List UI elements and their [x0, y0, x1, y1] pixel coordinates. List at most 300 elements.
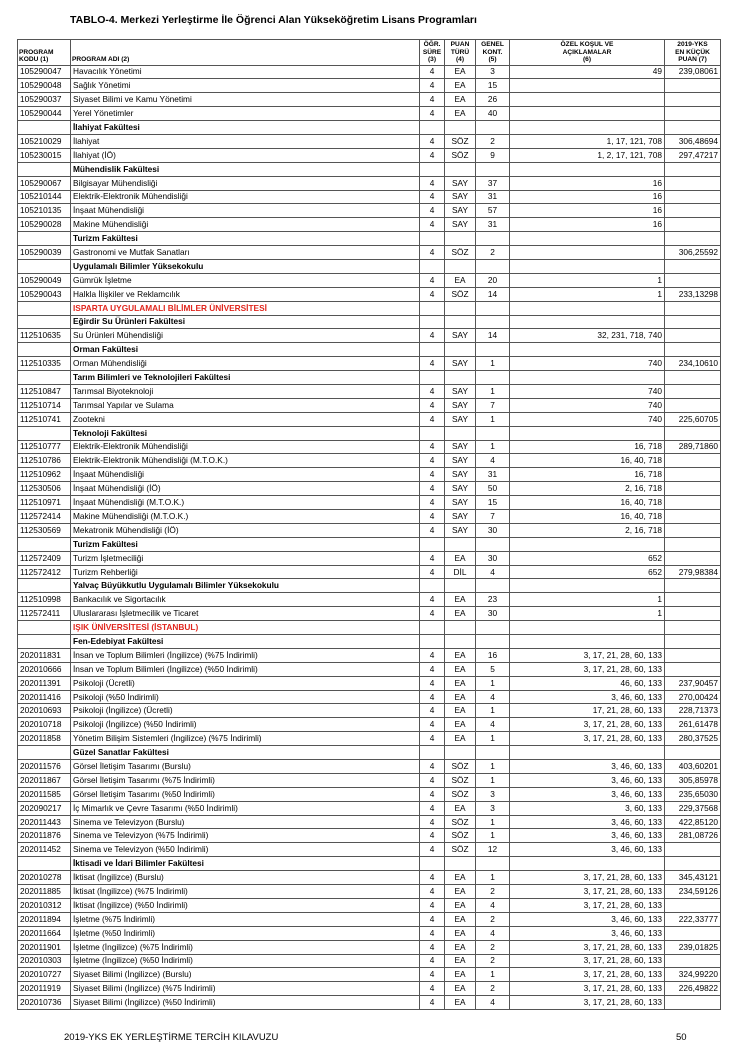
table-row [18, 773, 721, 787]
faculty-name: Güzel Sanatlar Fakültesi [71, 746, 420, 760]
min-score-cell: 306,25592 [665, 246, 721, 260]
table-row [18, 384, 721, 398]
program-name-cell: İlahiyat [71, 134, 420, 148]
notes-cell [510, 93, 665, 107]
faculty-name: Orman Fakültesi [71, 343, 420, 357]
program-name-cell: İşletme (İngilizce) (%50 İndirimli) [71, 954, 420, 968]
duration-cell: 4 [420, 134, 445, 148]
duration-cell: 4 [420, 204, 445, 218]
score-type-cell: SÖZ [445, 829, 476, 843]
program-name-cell: Yerel Yönetimler [71, 107, 420, 121]
empty-cell [665, 579, 721, 593]
table-row [18, 843, 721, 857]
empty-cell [476, 537, 510, 551]
score-type-cell: EA [445, 871, 476, 885]
duration-cell: 4 [420, 454, 445, 468]
score-type-cell: SAY [445, 384, 476, 398]
notes-cell: 3, 17, 21, 28, 60, 133 [510, 940, 665, 954]
score-type-cell: SAY [445, 440, 476, 454]
min-score-cell [665, 468, 721, 482]
duration-cell: 4 [420, 65, 445, 79]
min-score-cell [665, 79, 721, 93]
min-score-cell [665, 593, 721, 607]
empty-cell [420, 579, 445, 593]
table-row [18, 134, 721, 148]
program-name-cell: Psikoloji (İngilizce) (Ücretli) [71, 704, 420, 718]
program-name-cell: İktisat (İngilizce) (Burslu) [71, 871, 420, 885]
university-name: IŞIK ÜNİVERSİTESİ (İSTANBUL) [71, 621, 420, 635]
score-type-cell: SAY [445, 468, 476, 482]
empty-cell [445, 343, 476, 357]
min-score-cell [665, 954, 721, 968]
faculty-name: Turizm Fakültesi [71, 232, 420, 246]
duration-cell: 4 [420, 190, 445, 204]
university-name: ISPARTA UYGULAMALI BİLİMLER ÜNİVERSİTESİ [71, 301, 420, 315]
min-score-cell [665, 898, 721, 912]
program-code-cell: 202011901 [18, 940, 71, 954]
empty-cell [420, 232, 445, 246]
score-type-cell: EA [445, 718, 476, 732]
empty-cell [665, 537, 721, 551]
program-code-cell: 112510962 [18, 468, 71, 482]
faculty-row [18, 579, 721, 593]
min-score-cell: 261,61478 [665, 718, 721, 732]
program-name-cell: Sinema ve Televizyon (Burslu) [71, 815, 420, 829]
score-type-cell: SAY [445, 190, 476, 204]
program-code-cell: 112572412 [18, 565, 71, 579]
table-row [18, 690, 721, 704]
min-score-cell: 233,13298 [665, 287, 721, 301]
table-row [18, 148, 721, 162]
min-score-cell: 229,37568 [665, 801, 721, 815]
duration-cell: 4 [420, 287, 445, 301]
empty-cell [420, 121, 445, 135]
table-row [18, 898, 721, 912]
score-type-cell: SAY [445, 523, 476, 537]
empty-cell [665, 259, 721, 273]
empty-cell [476, 635, 510, 649]
duration-cell: 4 [420, 93, 445, 107]
empty-cell [445, 315, 476, 329]
notes-cell: 49 [510, 65, 665, 79]
program-name-cell: İlahiyat (İÖ) [71, 148, 420, 162]
table-row [18, 107, 721, 121]
min-score-cell [665, 843, 721, 857]
notes-cell: 3, 46, 60, 133 [510, 690, 665, 704]
min-score-cell [665, 190, 721, 204]
program-name-cell: İşletme (İngilizce) (%75 İndirimli) [71, 940, 420, 954]
duration-cell: 4 [420, 968, 445, 982]
faculty-row [18, 259, 721, 273]
faculty-name: Yalvaç Büyükkutlu Uygulamalı Bilimler Yüksekokulu [71, 579, 420, 593]
programs-table [17, 39, 721, 1010]
empty-cell [476, 857, 510, 871]
program-name-cell: Uluslararası İşletmecilik ve Ticaret [71, 607, 420, 621]
score-type-cell: EA [445, 676, 476, 690]
min-score-cell: 228,71373 [665, 704, 721, 718]
faculty-row [18, 162, 721, 176]
table-row [18, 912, 721, 926]
notes-cell: 16, 40, 718 [510, 510, 665, 524]
score-type-cell: SÖZ [445, 773, 476, 787]
duration-cell: 4 [420, 246, 445, 260]
table-row [18, 732, 721, 746]
notes-cell: 740 [510, 384, 665, 398]
score-type-cell: EA [445, 912, 476, 926]
quota-cell: 1 [476, 384, 510, 398]
score-type-cell: SÖZ [445, 787, 476, 801]
notes-cell: 1 [510, 273, 665, 287]
table-row [18, 648, 721, 662]
table-row [18, 760, 721, 774]
notes-cell: 3, 17, 21, 28, 60, 133 [510, 662, 665, 676]
notes-cell: 3, 46, 60, 133 [510, 843, 665, 857]
notes-cell: 16 [510, 218, 665, 232]
empty-cell [510, 301, 665, 315]
score-type-cell: SÖZ [445, 287, 476, 301]
empty-cell [476, 121, 510, 135]
table-row [18, 607, 721, 621]
empty-cell [420, 426, 445, 440]
min-score-cell [665, 523, 721, 537]
score-type-cell: SAY [445, 218, 476, 232]
program-code-cell: 112510786 [18, 454, 71, 468]
empty-cell [445, 635, 476, 649]
empty-cell [18, 162, 71, 176]
table-row [18, 412, 721, 426]
notes-cell [510, 107, 665, 121]
min-score-cell: 270,00424 [665, 690, 721, 704]
notes-cell: 3, 46, 60, 133 [510, 912, 665, 926]
empty-cell [665, 635, 721, 649]
duration-cell: 4 [420, 954, 445, 968]
quota-cell: 3 [476, 787, 510, 801]
notes-cell: 3, 46, 60, 133 [510, 760, 665, 774]
empty-cell [476, 579, 510, 593]
program-code-cell: 202011452 [18, 843, 71, 857]
duration-cell: 4 [420, 773, 445, 787]
program-name-cell: İç Mimarlık ve Çevre Tasarımı (%50 İndirimli) [71, 801, 420, 815]
program-code-cell: 105290048 [18, 79, 71, 93]
faculty-name: Mühendislik Fakültesi [71, 162, 420, 176]
quota-cell: 3 [476, 801, 510, 815]
min-score-cell: 306,48694 [665, 134, 721, 148]
quota-cell: 31 [476, 468, 510, 482]
min-score-cell [665, 662, 721, 676]
program-code-cell: 112510777 [18, 440, 71, 454]
header-duration: ÖĞR. SÜRE (3) [420, 40, 445, 66]
notes-cell: 3, 17, 21, 28, 60, 133 [510, 898, 665, 912]
notes-cell: 16 [510, 190, 665, 204]
empty-cell [665, 746, 721, 760]
table-row [18, 787, 721, 801]
page-title: TABLO-4. Merkezi Yerleştirme İle Öğrenci Alan Yükseköğretim Lisans Programları [70, 14, 477, 26]
program-code-cell: 202011391 [18, 676, 71, 690]
program-name-cell: İnsan ve Toplum Bilimleri (İngilizce) (%75 İndirimli) [71, 648, 420, 662]
empty-cell [665, 301, 721, 315]
faculty-row [18, 635, 721, 649]
duration-cell: 4 [420, 912, 445, 926]
program-code-cell: 112530506 [18, 482, 71, 496]
notes-cell: 16, 718 [510, 468, 665, 482]
duration-cell: 4 [420, 815, 445, 829]
empty-cell [18, 121, 71, 135]
duration-cell: 4 [420, 926, 445, 940]
duration-cell: 4 [420, 829, 445, 843]
program-code-cell: 105230015 [18, 148, 71, 162]
score-type-cell: SAY [445, 329, 476, 343]
min-score-cell [665, 398, 721, 412]
duration-cell: 4 [420, 871, 445, 885]
table-row [18, 510, 721, 524]
program-code-cell: 202010278 [18, 871, 71, 885]
header-quota: GENEL KONT. (5) [476, 40, 510, 66]
score-type-cell: EA [445, 607, 476, 621]
table-row [18, 565, 721, 579]
program-code-cell: 202090217 [18, 801, 71, 815]
program-code-cell: 112510335 [18, 357, 71, 371]
empty-cell [18, 371, 71, 385]
quota-cell: 1 [476, 732, 510, 746]
min-score-cell: 279,98384 [665, 565, 721, 579]
score-type-cell: SÖZ [445, 760, 476, 774]
empty-cell [510, 621, 665, 635]
program-code-cell: 202011585 [18, 787, 71, 801]
empty-cell [18, 621, 71, 635]
notes-cell: 1, 2, 17, 121, 708 [510, 148, 665, 162]
program-name-cell: İnşaat Mühendisliği (İÖ) [71, 482, 420, 496]
min-score-cell: 234,10610 [665, 357, 721, 371]
empty-cell [665, 162, 721, 176]
min-score-cell: 422,85120 [665, 815, 721, 829]
program-name-cell: İktisat (İngilizce) (%75 İndirimli) [71, 885, 420, 899]
score-type-cell: EA [445, 93, 476, 107]
empty-cell [510, 746, 665, 760]
quota-cell: 20 [476, 273, 510, 287]
notes-cell: 3, 46, 60, 133 [510, 926, 665, 940]
empty-cell [18, 301, 71, 315]
university-row [18, 301, 721, 315]
score-type-cell: SAY [445, 412, 476, 426]
quota-cell: 16 [476, 648, 510, 662]
quota-cell: 14 [476, 329, 510, 343]
empty-cell [510, 537, 665, 551]
program-code-cell: 202010303 [18, 954, 71, 968]
quota-cell: 30 [476, 551, 510, 565]
score-type-cell: EA [445, 690, 476, 704]
faculty-name: Turizm Fakültesi [71, 537, 420, 551]
table-row [18, 190, 721, 204]
program-name-cell: Psikoloji (İngilizce) (%50 İndirimli) [71, 718, 420, 732]
empty-cell [445, 162, 476, 176]
program-name-cell: Bilgisayar Mühendisliği [71, 176, 420, 190]
score-type-cell: SAY [445, 510, 476, 524]
program-name-cell: Mekatronik Mühendisliği (İÖ) [71, 523, 420, 537]
faculty-name: Teknoloji Fakültesi [71, 426, 420, 440]
table-row [18, 398, 721, 412]
empty-cell [510, 426, 665, 440]
table-row [18, 523, 721, 537]
empty-cell [665, 121, 721, 135]
quota-cell: 15 [476, 79, 510, 93]
notes-cell: 3, 60, 133 [510, 801, 665, 815]
program-code-cell: 202011876 [18, 829, 71, 843]
min-score-cell: 235,65030 [665, 787, 721, 801]
program-code-cell: 105290043 [18, 287, 71, 301]
quota-cell: 1 [476, 871, 510, 885]
empty-cell [18, 857, 71, 871]
empty-cell [420, 857, 445, 871]
score-type-cell: EA [445, 954, 476, 968]
program-name-cell: Siyaset Bilimi ve Kamu Yönetimi [71, 93, 420, 107]
program-name-cell: Havacılık Yönetimi [71, 65, 420, 79]
notes-cell: 2, 16, 718 [510, 523, 665, 537]
quota-cell: 31 [476, 218, 510, 232]
notes-cell: 3, 17, 21, 28, 60, 133 [510, 954, 665, 968]
program-code-cell: 105210135 [18, 204, 71, 218]
duration-cell: 4 [420, 329, 445, 343]
table-row [18, 926, 721, 940]
quota-cell: 12 [476, 843, 510, 857]
table-row [18, 954, 721, 968]
duration-cell: 4 [420, 732, 445, 746]
duration-cell: 4 [420, 551, 445, 565]
quota-cell: 1 [476, 440, 510, 454]
empty-cell [420, 259, 445, 273]
empty-cell [18, 635, 71, 649]
program-name-cell: Gastronomi ve Mutfak Sanatları [71, 246, 420, 260]
notes-cell [510, 246, 665, 260]
program-name-cell: İnşaat Mühendisliği [71, 204, 420, 218]
faculty-row [18, 746, 721, 760]
empty-cell [420, 315, 445, 329]
duration-cell: 4 [420, 273, 445, 287]
duration-cell: 4 [420, 79, 445, 93]
duration-cell: 4 [420, 565, 445, 579]
table-row [18, 79, 721, 93]
duration-cell: 4 [420, 843, 445, 857]
empty-cell [510, 371, 665, 385]
header-notes: ÖZEL KOŞUL VE AÇIKLAMALAR (6) [510, 40, 665, 66]
min-score-cell [665, 204, 721, 218]
empty-cell [445, 371, 476, 385]
min-score-cell: 281,08726 [665, 829, 721, 843]
quota-cell: 2 [476, 885, 510, 899]
empty-cell [420, 162, 445, 176]
program-name-cell: Sağlık Yönetimi [71, 79, 420, 93]
program-name-cell: Elektrik-Elektronik Mühendisliği (M.T.O.K.) [71, 454, 420, 468]
notes-cell: 3, 17, 21, 28, 60, 133 [510, 718, 665, 732]
program-name-cell: Su Ürünleri Mühendisliği [71, 329, 420, 343]
quota-cell: 7 [476, 398, 510, 412]
empty-cell [420, 621, 445, 635]
program-name-cell: İnşaat Mühendisliği [71, 468, 420, 482]
table-row [18, 93, 721, 107]
program-code-cell: 112510998 [18, 593, 71, 607]
program-name-cell: Psikoloji (Ücretli) [71, 676, 420, 690]
score-type-cell: EA [445, 593, 476, 607]
empty-cell [445, 232, 476, 246]
notes-cell: 16, 40, 718 [510, 454, 665, 468]
empty-cell [445, 537, 476, 551]
notes-cell: 3, 46, 60, 133 [510, 773, 665, 787]
empty-cell [420, 746, 445, 760]
quota-cell: 1 [476, 412, 510, 426]
empty-cell [445, 301, 476, 315]
notes-cell: 740 [510, 412, 665, 426]
duration-cell: 4 [420, 496, 445, 510]
notes-cell: 3, 17, 21, 28, 60, 133 [510, 871, 665, 885]
empty-cell [445, 857, 476, 871]
min-score-cell: 305,85978 [665, 773, 721, 787]
min-score-cell [665, 496, 721, 510]
min-score-cell: 225,60705 [665, 412, 721, 426]
program-name-cell: Görsel İletişim Tasarımı (Burslu) [71, 760, 420, 774]
table-row [18, 885, 721, 899]
quota-cell: 1 [476, 357, 510, 371]
quota-cell: 14 [476, 287, 510, 301]
table-row [18, 440, 721, 454]
notes-cell: 3, 17, 21, 28, 60, 133 [510, 996, 665, 1010]
empty-cell [476, 426, 510, 440]
score-type-cell: SAY [445, 357, 476, 371]
score-type-cell: EA [445, 982, 476, 996]
empty-cell [510, 232, 665, 246]
table-row [18, 829, 721, 843]
quota-cell: 9 [476, 148, 510, 162]
program-code-cell: 202011867 [18, 773, 71, 787]
notes-cell: 1, 17, 121, 708 [510, 134, 665, 148]
duration-cell: 4 [420, 107, 445, 121]
min-score-cell [665, 482, 721, 496]
min-score-cell [665, 176, 721, 190]
quota-cell: 2 [476, 134, 510, 148]
notes-cell: 652 [510, 565, 665, 579]
min-score-cell [665, 996, 721, 1010]
empty-cell [420, 301, 445, 315]
score-type-cell: EA [445, 898, 476, 912]
empty-cell [665, 315, 721, 329]
table-row [18, 482, 721, 496]
duration-cell: 4 [420, 787, 445, 801]
quota-cell: 4 [476, 718, 510, 732]
quota-cell: 1 [476, 829, 510, 843]
quota-cell: 4 [476, 898, 510, 912]
table-row [18, 454, 721, 468]
empty-cell [420, 371, 445, 385]
faculty-row [18, 232, 721, 246]
notes-cell: 1 [510, 607, 665, 621]
faculty-name: Fen-Edebiyat Fakültesi [71, 635, 420, 649]
notes-cell: 740 [510, 398, 665, 412]
quota-cell: 4 [476, 926, 510, 940]
min-score-cell [665, 329, 721, 343]
program-name-cell: Halkla İlişkiler ve Reklamcılık [71, 287, 420, 301]
score-type-cell: EA [445, 926, 476, 940]
duration-cell: 4 [420, 384, 445, 398]
duration-cell: 4 [420, 482, 445, 496]
table-row [18, 718, 721, 732]
score-type-cell: EA [445, 551, 476, 565]
empty-cell [420, 343, 445, 357]
table-row [18, 815, 721, 829]
quota-cell: 2 [476, 912, 510, 926]
min-score-cell [665, 93, 721, 107]
faculty-name: Eğirdir Su Ürünleri Fakültesi [71, 315, 420, 329]
program-name-cell: Tarımsal Biyoteknoloji [71, 384, 420, 398]
score-type-cell: SAY [445, 482, 476, 496]
min-score-cell: 239,08061 [665, 65, 721, 79]
